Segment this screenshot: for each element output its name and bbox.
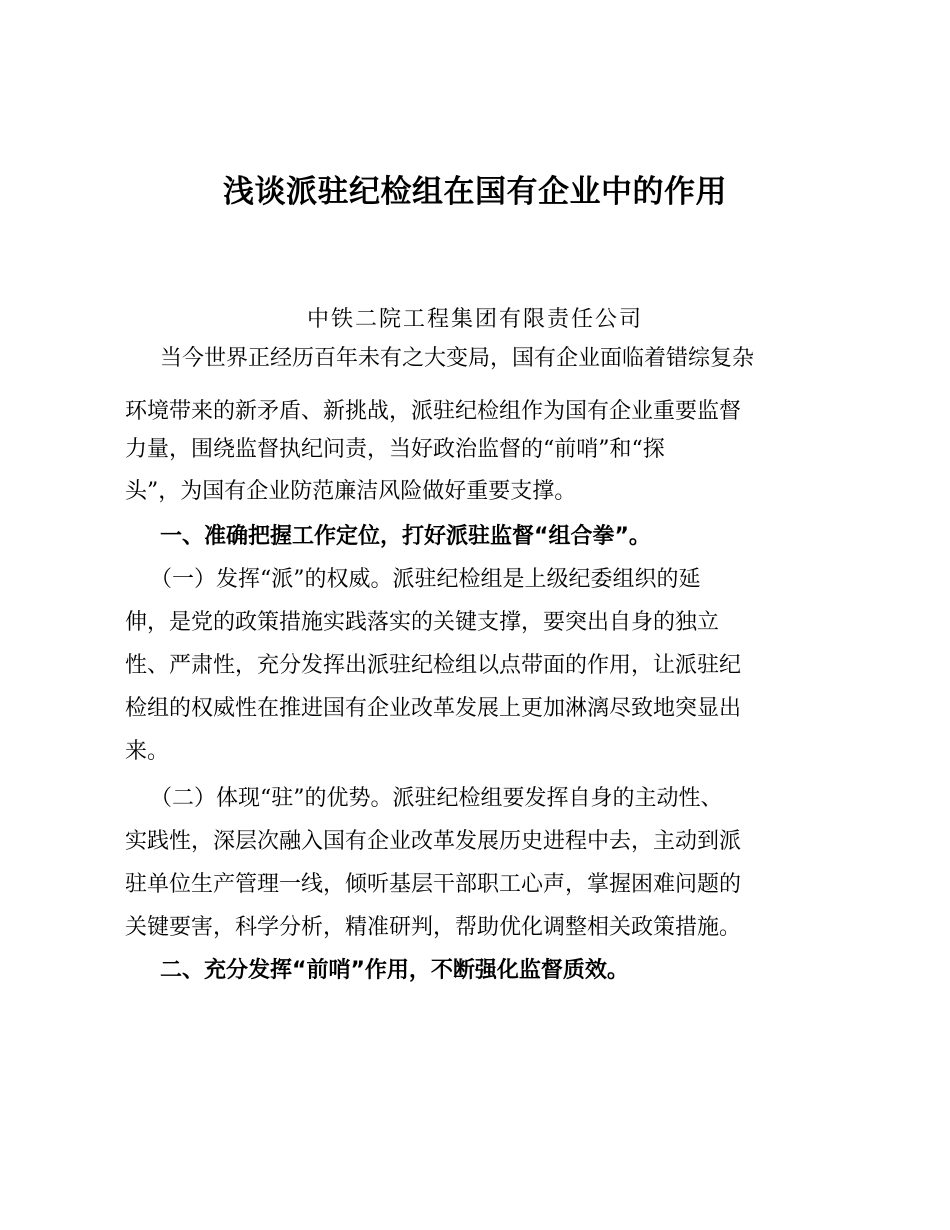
paragraph-2-line: 实践性，深层次融入国有企业改革发展历史进程中去，主动到派 [125, 829, 742, 854]
intro-line: 头”，为国有企业防范廉洁风险做好重要支撑。 [125, 479, 577, 504]
paragraph-1-line: （一）发挥“派”的权威。派驻纪检组是上级纪委组织的延 [150, 567, 701, 592]
paragraph-1-line: 性、严肃性，充分发挥出派驻纪检组以点带面的作用，让派驻纪 [125, 653, 742, 678]
paragraph-1-line: 来。 [125, 739, 170, 764]
section-heading-2: 二、充分发挥“前哨”作用，不断强化监督质效。 [160, 958, 629, 983]
paragraph-1-line: 伸，是党的政策措施实践落实的关键支撑，要突出自身的独立 [125, 610, 720, 635]
intro-line: 力量，围绕监督执纪问责，当好政治监督的“前哨”和“探 [125, 437, 665, 462]
paragraph-1-line: 检组的权威性在推进国有企业改革发展上更加淋漓尽致地突显出 [125, 696, 742, 721]
paragraph-2-line: 驻单位生产管理一线，倾听基层干部职工心声，掌握困难问题的 [125, 872, 742, 897]
document-title: 浅谈派驻纪检组在国有企业中的作用 [223, 174, 727, 210]
author-organization: 中铁二院工程集团有限责任公司 [306, 307, 643, 332]
section-heading-1: 一、准确把握工作定位，打好派驻监督“组合拳”。 [160, 524, 651, 549]
paragraph-2-line: （二）体现“驻”的优势。派驻纪检组要发挥自身的主动性、 [150, 786, 723, 811]
intro-line: 当今世界正经历百年未有之大变局，国有企业面临着错综复杂 [160, 346, 755, 371]
paragraph-2-line: 关键要害，科学分析，精准研判，帮助优化调整相关政策措施。 [125, 915, 742, 940]
intro-line: 环境带来的新矛盾、新挑战，派驻纪检组作为国有企业重要监督 [125, 399, 742, 424]
